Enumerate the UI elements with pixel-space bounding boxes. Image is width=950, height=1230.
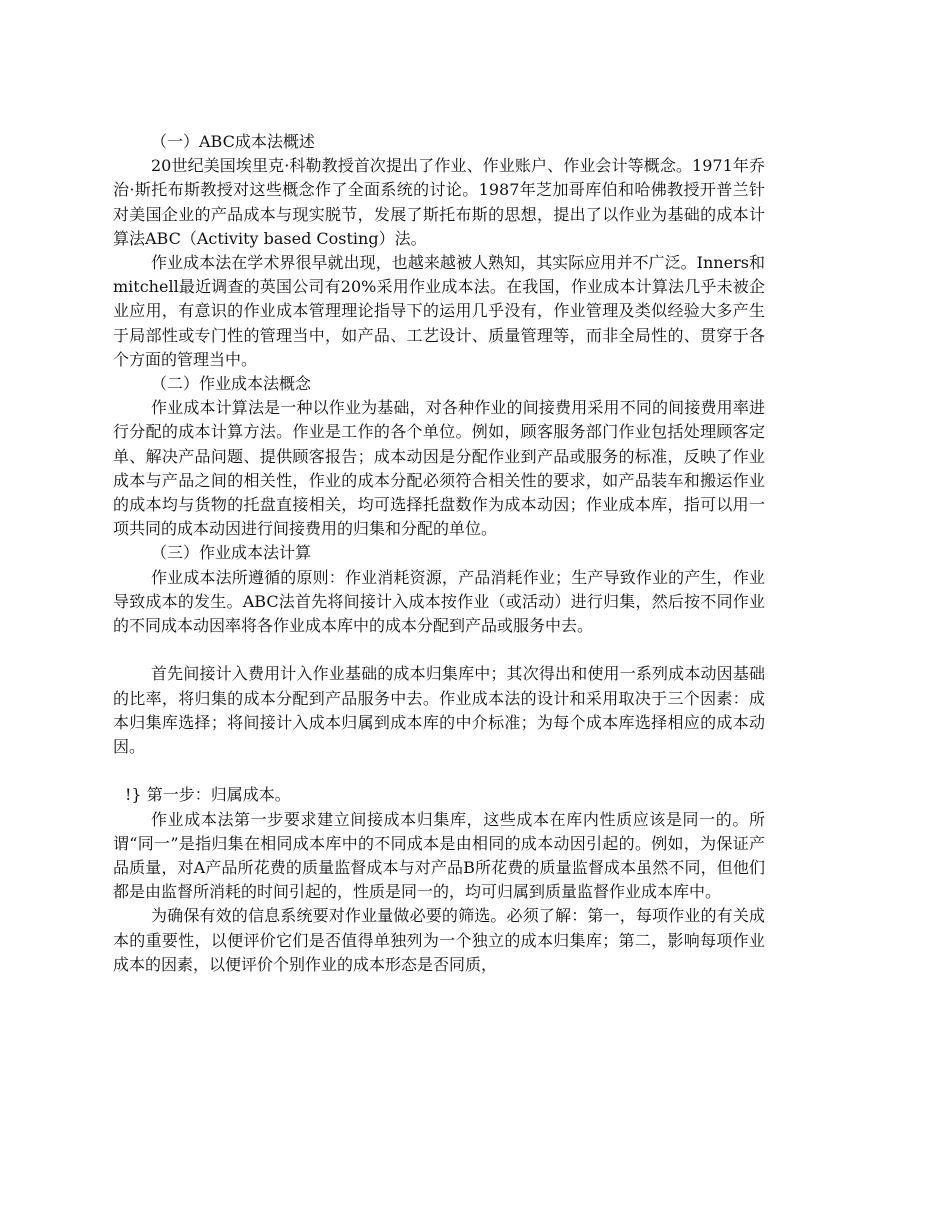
paragraph-application: 作业成本法在学术界很早就出现，也越来越被人熟知，其实际应用并不广泛。Inners和mitchell最近调查的英国公司有20%采用作业成本法。在我国，作业成本计算法几乎未被企业应用，有意识的作业成本管理理论指导下的运用几乎没有，作业管理及类似经验大多产生于局部性或专门性的管理当中，如产品、工艺设计、质量管理等，而非全局性的、贯穿于各个方面的管理当中。 [113, 253, 765, 369]
blank-line [113, 759, 765, 783]
section-heading-overview: （一）ABC成本法概述 [151, 132, 315, 151]
section-heading-concept: （二）作业成本法概念 [151, 374, 312, 394]
paragraph-selection: 为确保有效的信息系统要对作业量做必要的筛选。必须了解：第一，每项作业的有关成本的重要性，以便评价它们是否值得单独列为一个独立的成本归集库；第二，影响每项作业成本的因素，以便评价个别作业的成本形态是否同质， [113, 906, 765, 974]
blank-line [113, 638, 765, 662]
paragraph-concept: 作业成本计算法是一种以作业为基础，对各种作业的间接费用采用不同的间接费用率进行分配的成本计算方法。作业是工作的各个单位。例如，顾客服务部门作业包括处理顾客定单、解决产品问题、提供顾客报告；成本动因是分配作业到产品或服务的标准，反映了作业成本与产品之间的相关性，作业的成本分配必须符合相关性的要求，如产品装车和搬运作业的成本均与货物的托盘直接相关，均可选择托盘数作为成本动因；作业成本库，指可以用一项共同的成本动因进行间接费用的归集和分配的单位。 [113, 398, 765, 539]
section-heading-calculation: （三）作业成本法计算 [151, 543, 312, 563]
paragraph-procedure: 首先间接计入费用计入作业基础的成本归集库中；其次得出和使用一系列成本动因基础的比率，将归集的成本分配到产品服务中去。作业成本法的设计和采用取决于三个因素：成本归集库选择；将间接计入成本归属到成本库的中介标准；为每个成本库选择相应的成本动因。 [113, 664, 765, 757]
paragraph-history: 20世纪美国埃里克·科勒教授首次提出了作业、作业账户、作业会计等概念。1971年乔治·斯托布斯教授对这些概念作了全面系统的讨论。1987年芝加哥库伯和哈佛教授开普兰针对美国企业的产品成本与现实脱节，发展了斯托布斯的思想，提出了以作业为基础的成本计算法ABC（Activity based Costing）法。 [113, 156, 765, 248]
document-body [113, 130, 765, 977]
paragraph-principle: 作业成本法所遵循的原则：作业消耗资源，产品消耗作业；生产导致作业的产生，作业导致成本的发生。ABC法首先将间接计入成本按作业（或活动）进行归集，然后按不同作业的不同成本动因率将各作业成本库中的成本分配到产品或服务中去。 [113, 567, 765, 636]
paragraph-step-one: 作业成本法第一步要求建立间接成本归集库，这些成本在库内性质应该是同一的。所谓“同一”是指归集在相同成本库中的不同成本是由相同的成本动因引起的。例如，为保证产品质量，对A产品所花费的质量监督成本与对产品B所花费的质量监督成本虽然不同，但他们都是由监督所消耗的时间引起的，性质是同一的，均可归属到质量监督作业成本库中。 [113, 809, 765, 902]
step-heading: !} 第一步：归属成本。 [125, 785, 291, 805]
